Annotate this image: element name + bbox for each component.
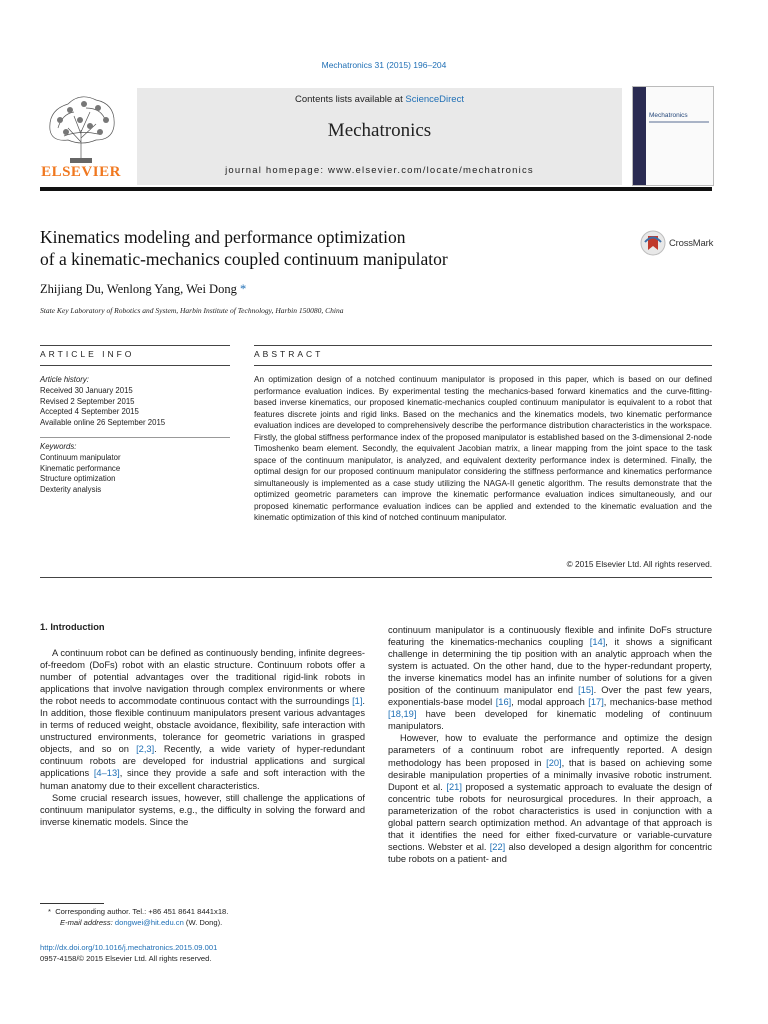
email-note: E-mail address: dongwei@hit.edu.cn (W. Dong). [60, 918, 223, 927]
citation-link[interactable]: [21] [446, 781, 462, 792]
paragraph: Some crucial research issues, however, still challenge the applications of continuum manipulator systems, e.g., the difficulty in solving the forward and inverse kinematic models. Since the [40, 792, 365, 827]
corresponding-author-note: * Corresponding author. Tel.: +86 451 8641 8441x18. [48, 907, 229, 916]
info-rule-divider [40, 437, 230, 438]
abstract-heading: ABSTRACT [254, 349, 324, 359]
citation-link[interactable]: [16] [495, 697, 512, 708]
issn-copyright: 0957-4158/© 2015 Elsevier Ltd. All rights reserved. [40, 954, 212, 963]
elsevier-tree-logo [40, 90, 122, 169]
citation-link[interactable]: [20] [546, 757, 562, 768]
cover-title: Mechatronics [649, 112, 688, 119]
footnote-rule [40, 903, 104, 904]
journal-title: Mechatronics [327, 120, 432, 141]
corresponding-author-mark[interactable]: * [239, 282, 247, 296]
crossmark-badge[interactable] [640, 230, 720, 260]
header-rule [40, 187, 712, 191]
email-link[interactable]: dongwei@hit.edu.cn [114, 918, 184, 927]
article-title: Kinematics modeling and performance optimization of a kinematic-mechanics coupled continuum manipulator [40, 227, 448, 269]
history-online: Available online 26 September 2015 [40, 418, 166, 428]
keyword-item: Continuum manipulator [40, 452, 121, 462]
article-history: Article history: Received 30 January 2015 Revised 2 September 2015 Accepted 4 September 2015 Available online 26 September 2015 [40, 375, 230, 429]
citation-link[interactable]: [2,3] [136, 744, 155, 755]
keyword-item: Structure optimization [40, 474, 116, 484]
abstract-text: An optimization design of a notched continuum manipulator is proposed in this paper, which is based on our defined performance evaluation indices. By experimental testing the mechanics-based forward kinematics and the curve-fitting-based inverse kinematics, our proposed kinematic-mechanics coupled continuum manipulator is equivalent to a robot that features discrete joints and rigid links. Based on the mechanics and the kinematics models, two kinematic performance evaluation indices are developed to comprehensively describe the performance distribution characteristics in the workspace. Firstly, the global stiffness performance index of the proposed manipulator is established based on the 3-dimensional 2-node Timoshenko beam element. Secondly, the equivalent Jacobian matrix, a linear mapping from the joint space to the task space of the continuum manipulator, is analyzed, and equivalent dexterity performance index is determined. Finally, the optimal design for our proposed continuum manipulator considering the stiffness performance and kinematics performance simultaneously is implemented as a case study utilizing the NAGA-II genetic algorithm. The results demonstrate that the optimized geometric parameters can improve the kinematic performance evaluation indices simultaneously, and our proposed kinematic performance evaluation indices can be applied and extended to the kinematic evaluation and the kinematic optimization of this kind of notched continuum manipulator. [254, 374, 712, 522]
keyword-item: Kinematic performance [40, 463, 121, 473]
journal-citation[interactable]: Mechatronics 31 (2015) 196–204 [321, 60, 447, 70]
doi-link[interactable]: http://dx.doi.org/10.1016/j.mechatronics.2015.09.001 [40, 943, 218, 952]
keywords: Keywords: Continuum manipulator Kinematic performance Structure optimization Dexterity analysis [40, 442, 230, 496]
citation-link[interactable]: [18,19] [388, 709, 417, 720]
citation-link[interactable]: [22] [489, 841, 506, 852]
crossmark-icon [640, 230, 666, 256]
citation-link[interactable]: [17] [588, 697, 604, 708]
abstract-rule-top [254, 345, 712, 346]
crossmark-label: CrossMark [669, 238, 714, 249]
article-info-heading: ARTICLE INFO [40, 349, 135, 359]
affiliation: State Key Laboratory of Robotics and System, Harbin Institute of Technology, Harbin 150080, China [40, 306, 344, 315]
history-revised: Revised 2 September 2015 [40, 396, 135, 406]
cover-strip [633, 87, 646, 185]
info-rule-mid [40, 365, 230, 366]
keyword-item: Dexterity analysis [40, 485, 102, 495]
abstract-rule-bottom [40, 577, 712, 578]
footnote [48, 906, 368, 928]
intro-left-column [40, 647, 365, 828]
cover-subtitle-bar [649, 121, 709, 123]
citation-link[interactable]: [14] [589, 637, 606, 648]
section-heading-introduction: 1. Introduction [40, 622, 105, 632]
paragraph: continuum manipulator is a continuously flexible and infinite DoFs structure featuring the kinematics-mechanics coupling [14], it shows a significant challenge in determining the tip position with an analytic approach when the system is actuated. On the other hand, due to the hyper-redundant property, the inverse kinematics model has an infinite number of solutions for a given position of the continuum manipulator end [15]. Over the past few years, exponentials-base model [16], modal approach [17], mechanics-base method [18,19] have been developed for kinematic modeling of continuum manipulators. [388, 625, 713, 732]
citation-link[interactable]: [1] [352, 696, 363, 707]
paragraph: However, how to evaluate the performance and optimize the design parameters of a continuum robot are infrequently reported. A design methodology has been proposed in [20], that is based on achieving some desirable manipulation properties of a minimally invasive robotic instrument. Dupont et al. [21] proposed a systematic approach to evaluate the design of concentric tube robots for neurosurgical procedures. In their approach, a parameterization of the robot characteristics is used in conjunction with a global pattern search optimization method. An advantage of that approach is that it identifies the need for either fixed-curvature or variable-curvature sections. Webster et al. [22] also developed a design algorithm for concentric tube robots on a patient- and [388, 733, 712, 864]
author-list: Zhijiang Du, Wenlong Yang, Wei Dong * [40, 282, 247, 296]
citation-link[interactable]: [4–13] [93, 768, 120, 779]
abstract-copyright: © 2015 Elsevier Ltd. All rights reserved. [566, 559, 712, 569]
sciencedirect-link[interactable]: ScienceDirect [405, 94, 464, 105]
journal-homepage[interactable]: journal homepage: www.elsevier.com/locate/mechatronics [225, 165, 534, 176]
abstract-rule-mid [254, 365, 712, 366]
citation-link[interactable]: [15] [578, 685, 594, 696]
contents-line: Contents lists available at ScienceDirect [295, 94, 464, 105]
journal-cover-thumbnail [632, 86, 714, 186]
paragraph: A continuum robot can be defined as continuously bending, infinite degrees-of-freedom (DoFs) robot with an elastic structure. Continuum robots offer a number of potential advantages over the traditional rigid-link robots in applications that involve navigation through complex environments or where the robot needs to accommodate continuous contact with the surroundings [1]. In addition, those flexible continuum manipulators present various advantages in terms of reduced weight, obstacle avoidance, flexibility, safe interaction with unstructured environments, tolerance for geometric variations in grasped objects, and so on [2,3]. Recently, a wide variety of hyper-redundant continuum robots are developed for industrial applications and surgical applications [4–13], since they provide a safe and soft interaction with the human anatomy due to their excellent characteristics. [40, 648, 366, 791]
history-accepted: Accepted 4 September 2015 [40, 407, 139, 417]
publisher-logo-text: ELSEVIER [41, 164, 121, 180]
info-rule-top [40, 345, 230, 346]
history-received: Received 30 January 2015 [40, 385, 133, 395]
intro-right-column [388, 624, 712, 865]
